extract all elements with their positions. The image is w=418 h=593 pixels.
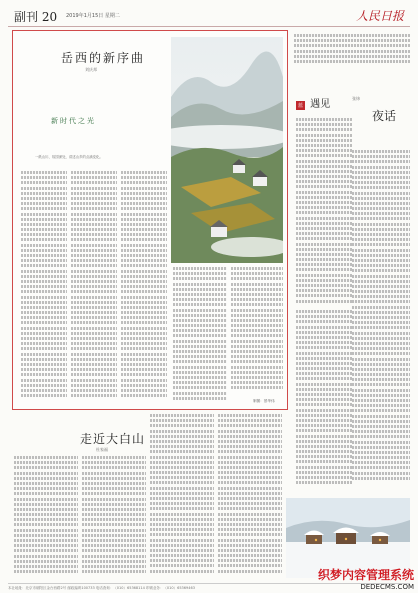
side-body-col-3	[296, 310, 352, 490]
feature-article	[12, 30, 288, 410]
bottom-body-col-4	[218, 414, 282, 580]
feature-intro: 一纸山川、故园深处，讲述山乡的点滴变化。	[35, 155, 103, 159]
feature-body-col-5	[231, 267, 283, 397]
column-logo-box: 蓝	[298, 103, 304, 109]
column-logo-word: 遇见	[310, 99, 331, 110]
side-top-text	[294, 34, 410, 66]
watermark-brand: 织梦内容管理系统	[317, 568, 414, 582]
side-body-col-1	[296, 118, 352, 308]
bottom-body-col-1	[14, 456, 78, 580]
footer-info: 本社地址：北京市朝阳区金台西路2号 邮政编码100733 电话查询：（010）65368114 印刷业务：（010）65369463	[8, 583, 410, 592]
feature-body-col-2	[71, 171, 117, 401]
side-body-col-2	[352, 150, 410, 490]
column-logo	[296, 92, 330, 111]
issue-date: 2019年1月15日 星期二	[66, 13, 120, 19]
watermark-url: DEDECMS.COM	[360, 583, 414, 591]
feature-body-col-4	[173, 267, 227, 403]
feature-signature: 制图：蔡华伟	[253, 399, 275, 403]
column-tag: 新时代之光	[51, 117, 96, 125]
bottom-body-col-3	[150, 414, 214, 580]
bottom-article-author: 杜家福	[96, 447, 108, 452]
section-name: 副刊 20	[14, 10, 58, 24]
feature-body-col-3	[121, 171, 167, 401]
feature-body-col-1	[21, 171, 67, 401]
feature-author: 刘庆邦	[85, 67, 97, 72]
bottom-body-col-2	[82, 456, 146, 580]
side-author: 张炜	[352, 96, 360, 101]
masthead	[8, 6, 410, 27]
feature-title: 岳西的新序曲	[60, 51, 145, 65]
paper-logo: 人民日报	[355, 9, 404, 23]
feature-landscape-image	[171, 37, 283, 263]
bottom-article-title: 走近大白山	[80, 432, 146, 446]
side-title: 夜话	[372, 109, 397, 123]
